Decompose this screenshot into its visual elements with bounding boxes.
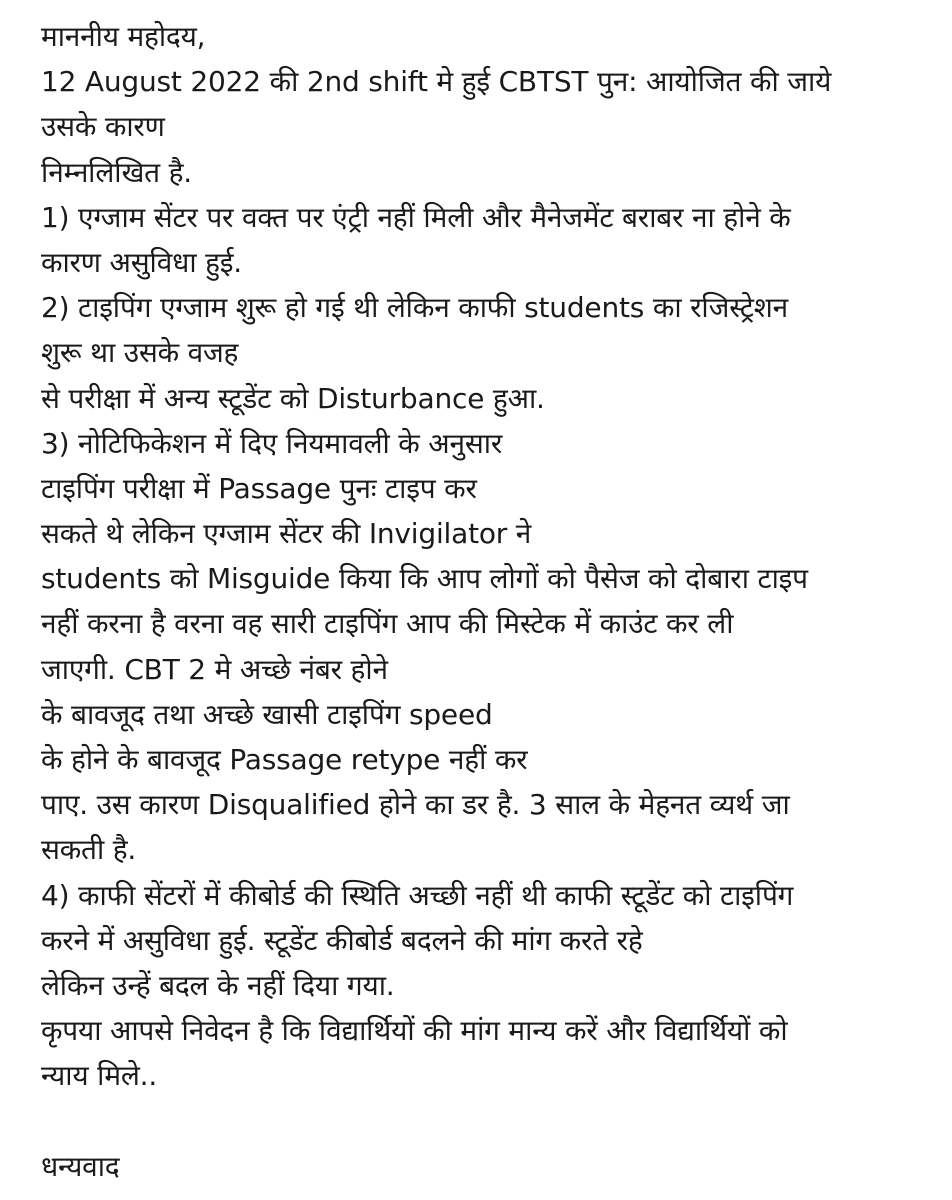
letter-line: जाएगी. CBT 2 मे अच्छे नंबर होने xyxy=(41,652,388,686)
blank-line xyxy=(41,1099,932,1144)
letter-line: न्याय मिले.. xyxy=(41,1059,158,1093)
letter-line: के बावजूद तथा अच्छे खासी टाइपिंग speed xyxy=(41,697,493,731)
letter-line: टाइपिंग परीक्षा में Passage पुनः टाइप कर xyxy=(41,471,477,505)
letter-line: से परीक्षा में अन्य स्टूडेंट को Disturbance हुआ. xyxy=(41,381,545,415)
letter-line: लेकिन उन्हें बदल के नहीं दिया गया. xyxy=(41,968,395,1002)
letter-line: 4) काफी सेंटरों में कीबोर्ड की स्थिति अच्छी नहीं थी काफी स्टूडेंट को टाइपिंग xyxy=(41,878,794,912)
letter-line: students को Misguide किया कि आप लोगों को पैसेज को दोबारा टाइप xyxy=(41,562,808,596)
letter-line: सकते थे लेकिन एग्जाम सेंटर की Invigilator ने xyxy=(41,517,532,551)
letter-line: शुरू था उसके वजह xyxy=(41,336,239,370)
letter-line: 1) एग्जाम सेंटर पर वक्त पर एंट्री नहीं मिली और मैनेजमेंट बराबर ना होने के xyxy=(41,200,791,234)
letter-line: कारण असुविधा हुई. xyxy=(41,245,242,279)
letter-line: के होने के बावजूद Passage retype नहीं कर xyxy=(41,743,528,776)
letter-line: सकती है. xyxy=(41,833,137,867)
letter-line: 12 August 2022 की 2nd shift मे हुई CBTST पुन: आयोजित की जाये xyxy=(41,65,832,99)
letter-line: उसके कारण xyxy=(41,110,165,144)
letter-line: कृपया आपसे निवेदन है कि विद्यार्थियों की मांग मान्य करें और विद्यार्थियों को xyxy=(41,1014,788,1048)
letter-line: करने में असुविधा हुई. स्टूडेंट कीबोर्ड बदलने की मांग करते रहे xyxy=(41,923,643,957)
letter-line: नहीं करना है वरना वह सारी टाइपिंग आप की मिस्टेक में काउंट कर ली xyxy=(41,607,734,641)
letter-line: निम्नलिखित है. xyxy=(41,155,192,189)
letter-line: 3) नोटिफिकेशन में दिए नियमावली के अनुसार xyxy=(41,426,503,460)
letter-line: पाए. उस कारण Disqualified होने का डर है. 3 साल के मेहनत व्यर्थ जा xyxy=(41,788,790,822)
closing: धन्यवाद xyxy=(41,1149,120,1183)
salutation: माननीय महोदय, xyxy=(41,20,206,53)
letter-line: 2) टाइपिंग एग्जाम शुरू हो गई थी लेकिन काफी students का रजिस्ट्रेशन xyxy=(41,291,788,325)
